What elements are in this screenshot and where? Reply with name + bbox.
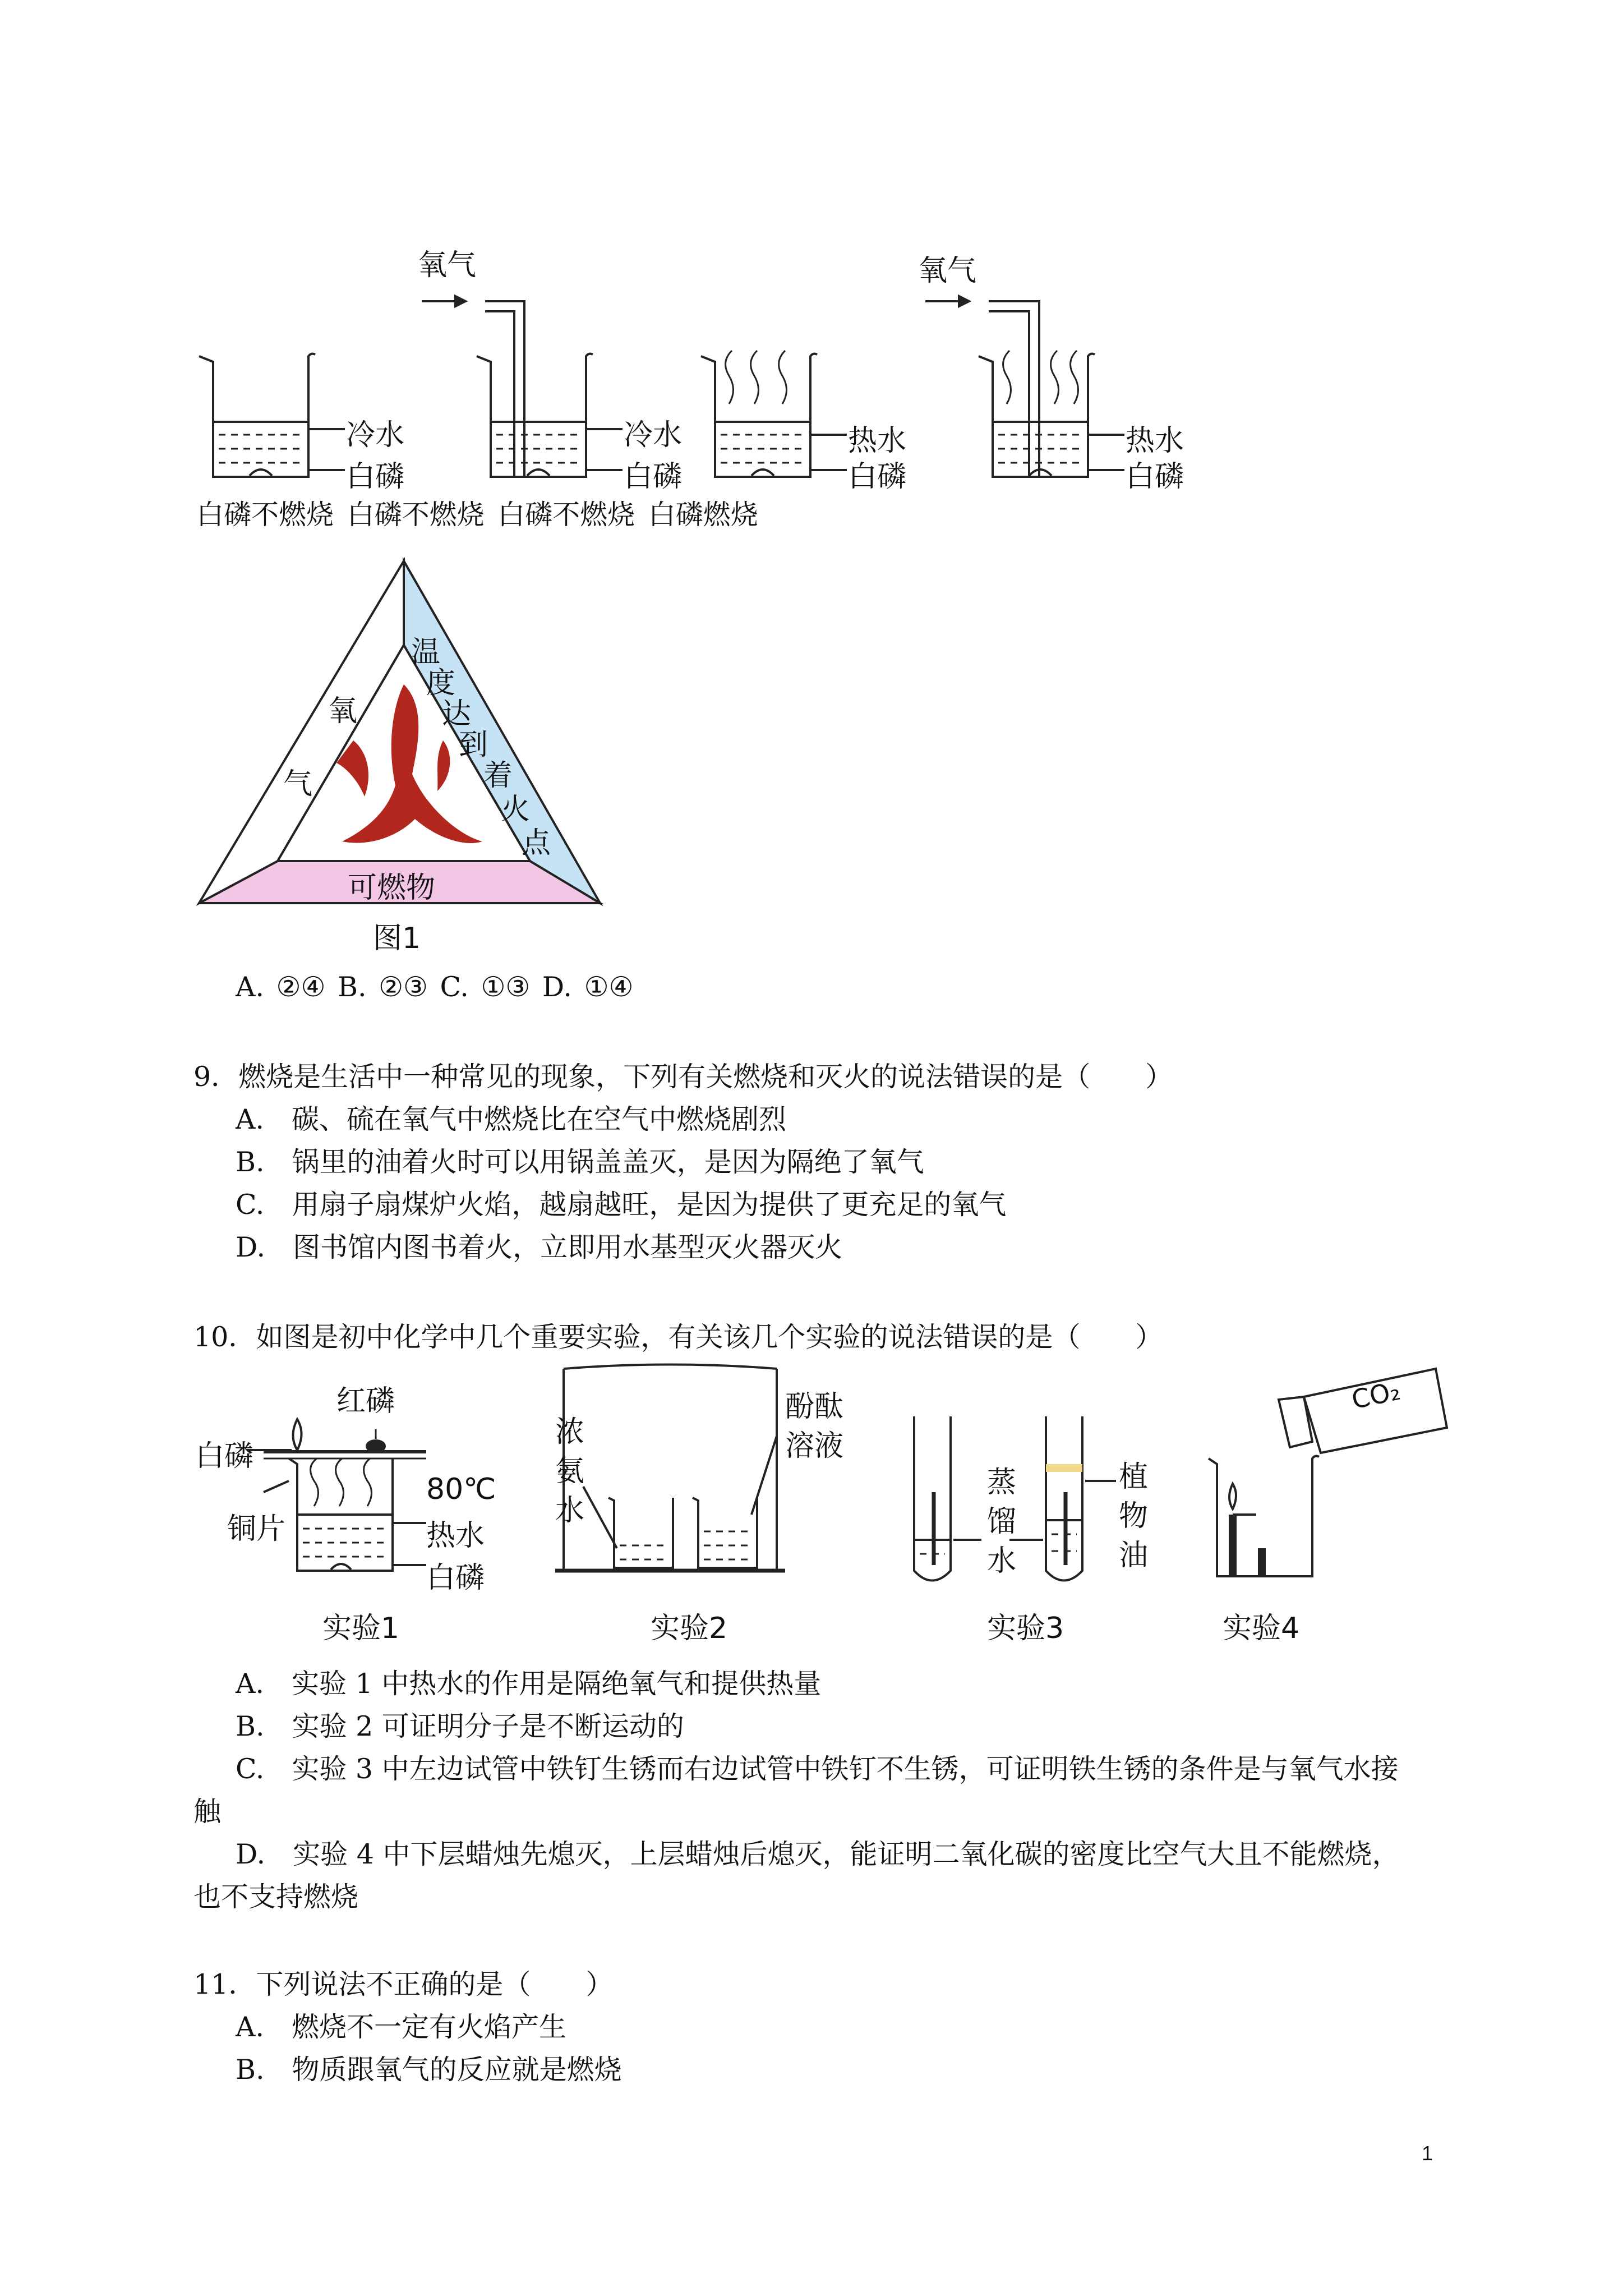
exp3-label: 植 — [1119, 1460, 1149, 1494]
option-a: A. 燃烧不一定有火焰产生 — [236, 2011, 566, 2043]
water-label: 冷水 — [346, 418, 405, 452]
triangle-side-left: 氧 — [328, 694, 358, 728]
exp2-label: 氨 — [555, 1455, 585, 1488]
phosphorus-label: 白磷 — [848, 460, 907, 494]
exp3-label: 油 — [1119, 1539, 1149, 1572]
triangle-side-right-char: 到 — [459, 728, 488, 762]
figure-caption: 图1 — [373, 922, 421, 955]
exp3-label: 水 — [987, 1544, 1017, 1578]
oxygen-label: 氧气 — [418, 249, 477, 282]
option-d: D. 图书馆内图书着火，立即用水基型灭火器灭火 — [236, 1231, 843, 1263]
option-c-continued: 触 — [193, 1796, 222, 1828]
exp1-caption: 实验1 — [322, 1612, 400, 1645]
question-stem: 11．下列说法不正确的是（ ） — [193, 1968, 614, 2000]
exp1-label: 热水 — [426, 1519, 485, 1553]
triangle-side-right-char: 点 — [522, 826, 551, 860]
oxygen-label: 氧气 — [918, 254, 977, 288]
triangle-side-right-char: 火 — [501, 793, 531, 826]
option-b: B. 物质跟氧气的反应就是燃烧 — [236, 2054, 622, 2086]
triangle-bottom-label: 可燃物 — [348, 871, 436, 905]
exp1-label: 白磷 — [426, 1561, 485, 1595]
triangle-side-right-char: 达 — [442, 697, 472, 731]
exp2-label: 酚酞 — [785, 1390, 844, 1424]
exp1-label: 铜片 — [227, 1512, 286, 1546]
phosphorus-label: 白磷 — [624, 460, 683, 494]
option-d-continued: 也不支持燃烧 — [193, 1881, 359, 1913]
water-label: 冷水 — [624, 418, 683, 452]
exp2-caption: 实验2 — [651, 1612, 728, 1645]
option-d: D. 实验 4 中下层蜡烛先熄灭，上层蜡烛后熄灭，能证明二氧化碳的密度比空气大且不能燃烧， — [236, 1838, 1400, 1870]
exp2-label: 水 — [555, 1494, 585, 1527]
exp1-label: 红磷 — [336, 1384, 395, 1418]
triangle-side-right-char: 温 — [411, 636, 441, 669]
exp1-label: 80℃ — [426, 1473, 496, 1506]
option-b: B. 锅里的油着火时可以用锅盖盖灭，是因为隔绝了氧气 — [236, 1146, 924, 1178]
exp3-caption: 实验3 — [987, 1612, 1064, 1645]
triangle-side-right-char: 着 — [483, 759, 513, 793]
water-label: 热水 — [1126, 424, 1184, 458]
option-b: B. 实验 2 可证明分子是不断运动的 — [236, 1710, 684, 1742]
triangle-side-right-char: 度 — [426, 666, 456, 700]
phosphorus-label: 白磷 — [1126, 460, 1184, 494]
question-stem: 9．燃烧是生活中一种常见的现象，下列有关燃烧和灭火的说法错误的是（ ） — [193, 1061, 1173, 1093]
phosphorus-label: 白磷 — [346, 460, 405, 494]
exp1-label: 白磷 — [195, 1439, 254, 1473]
exp2-label: 溶液 — [785, 1429, 844, 1463]
exp4-caption: 实验4 — [1223, 1612, 1300, 1645]
triangle-side-left: 气 — [283, 767, 313, 801]
q8-options: A. ②④ B. ②③ C. ①③ D. ①④ — [236, 971, 634, 1003]
exp2-label: 浓 — [555, 1415, 585, 1449]
water-label: 热水 — [848, 424, 907, 458]
option-c: C. 用扇子扇煤炉火焰，越扇越旺，是因为提供了更充足的氧气 — [236, 1189, 1007, 1221]
page-number: 1 — [1422, 2142, 1433, 2165]
exp3-label: 馏 — [987, 1505, 1017, 1539]
beaker-caption: 白磷不燃烧 白磷不燃烧 白磷不燃烧 白磷燃烧 — [196, 499, 758, 531]
option-c: C. 实验 3 中左边试管中铁钉生锈而右边试管中铁钉不生锈，可证明铁生锈的条件是与氧气水接 — [236, 1753, 1399, 1785]
option-a: A. 碳、硫在氧气中燃烧比在空气中燃烧剧烈 — [236, 1103, 786, 1135]
option-a: A. 实验 1 中热水的作用是隔绝氧气和提供热量 — [236, 1668, 822, 1700]
exp3-label: 物 — [1119, 1499, 1149, 1533]
exp3-label: 蒸 — [987, 1466, 1017, 1499]
co2-label: CO₂ — [1349, 1375, 1403, 1415]
question-stem: 10．如图是初中化学中几个重要实验，有关该几个实验的说法错误的是（ ） — [193, 1321, 1163, 1353]
